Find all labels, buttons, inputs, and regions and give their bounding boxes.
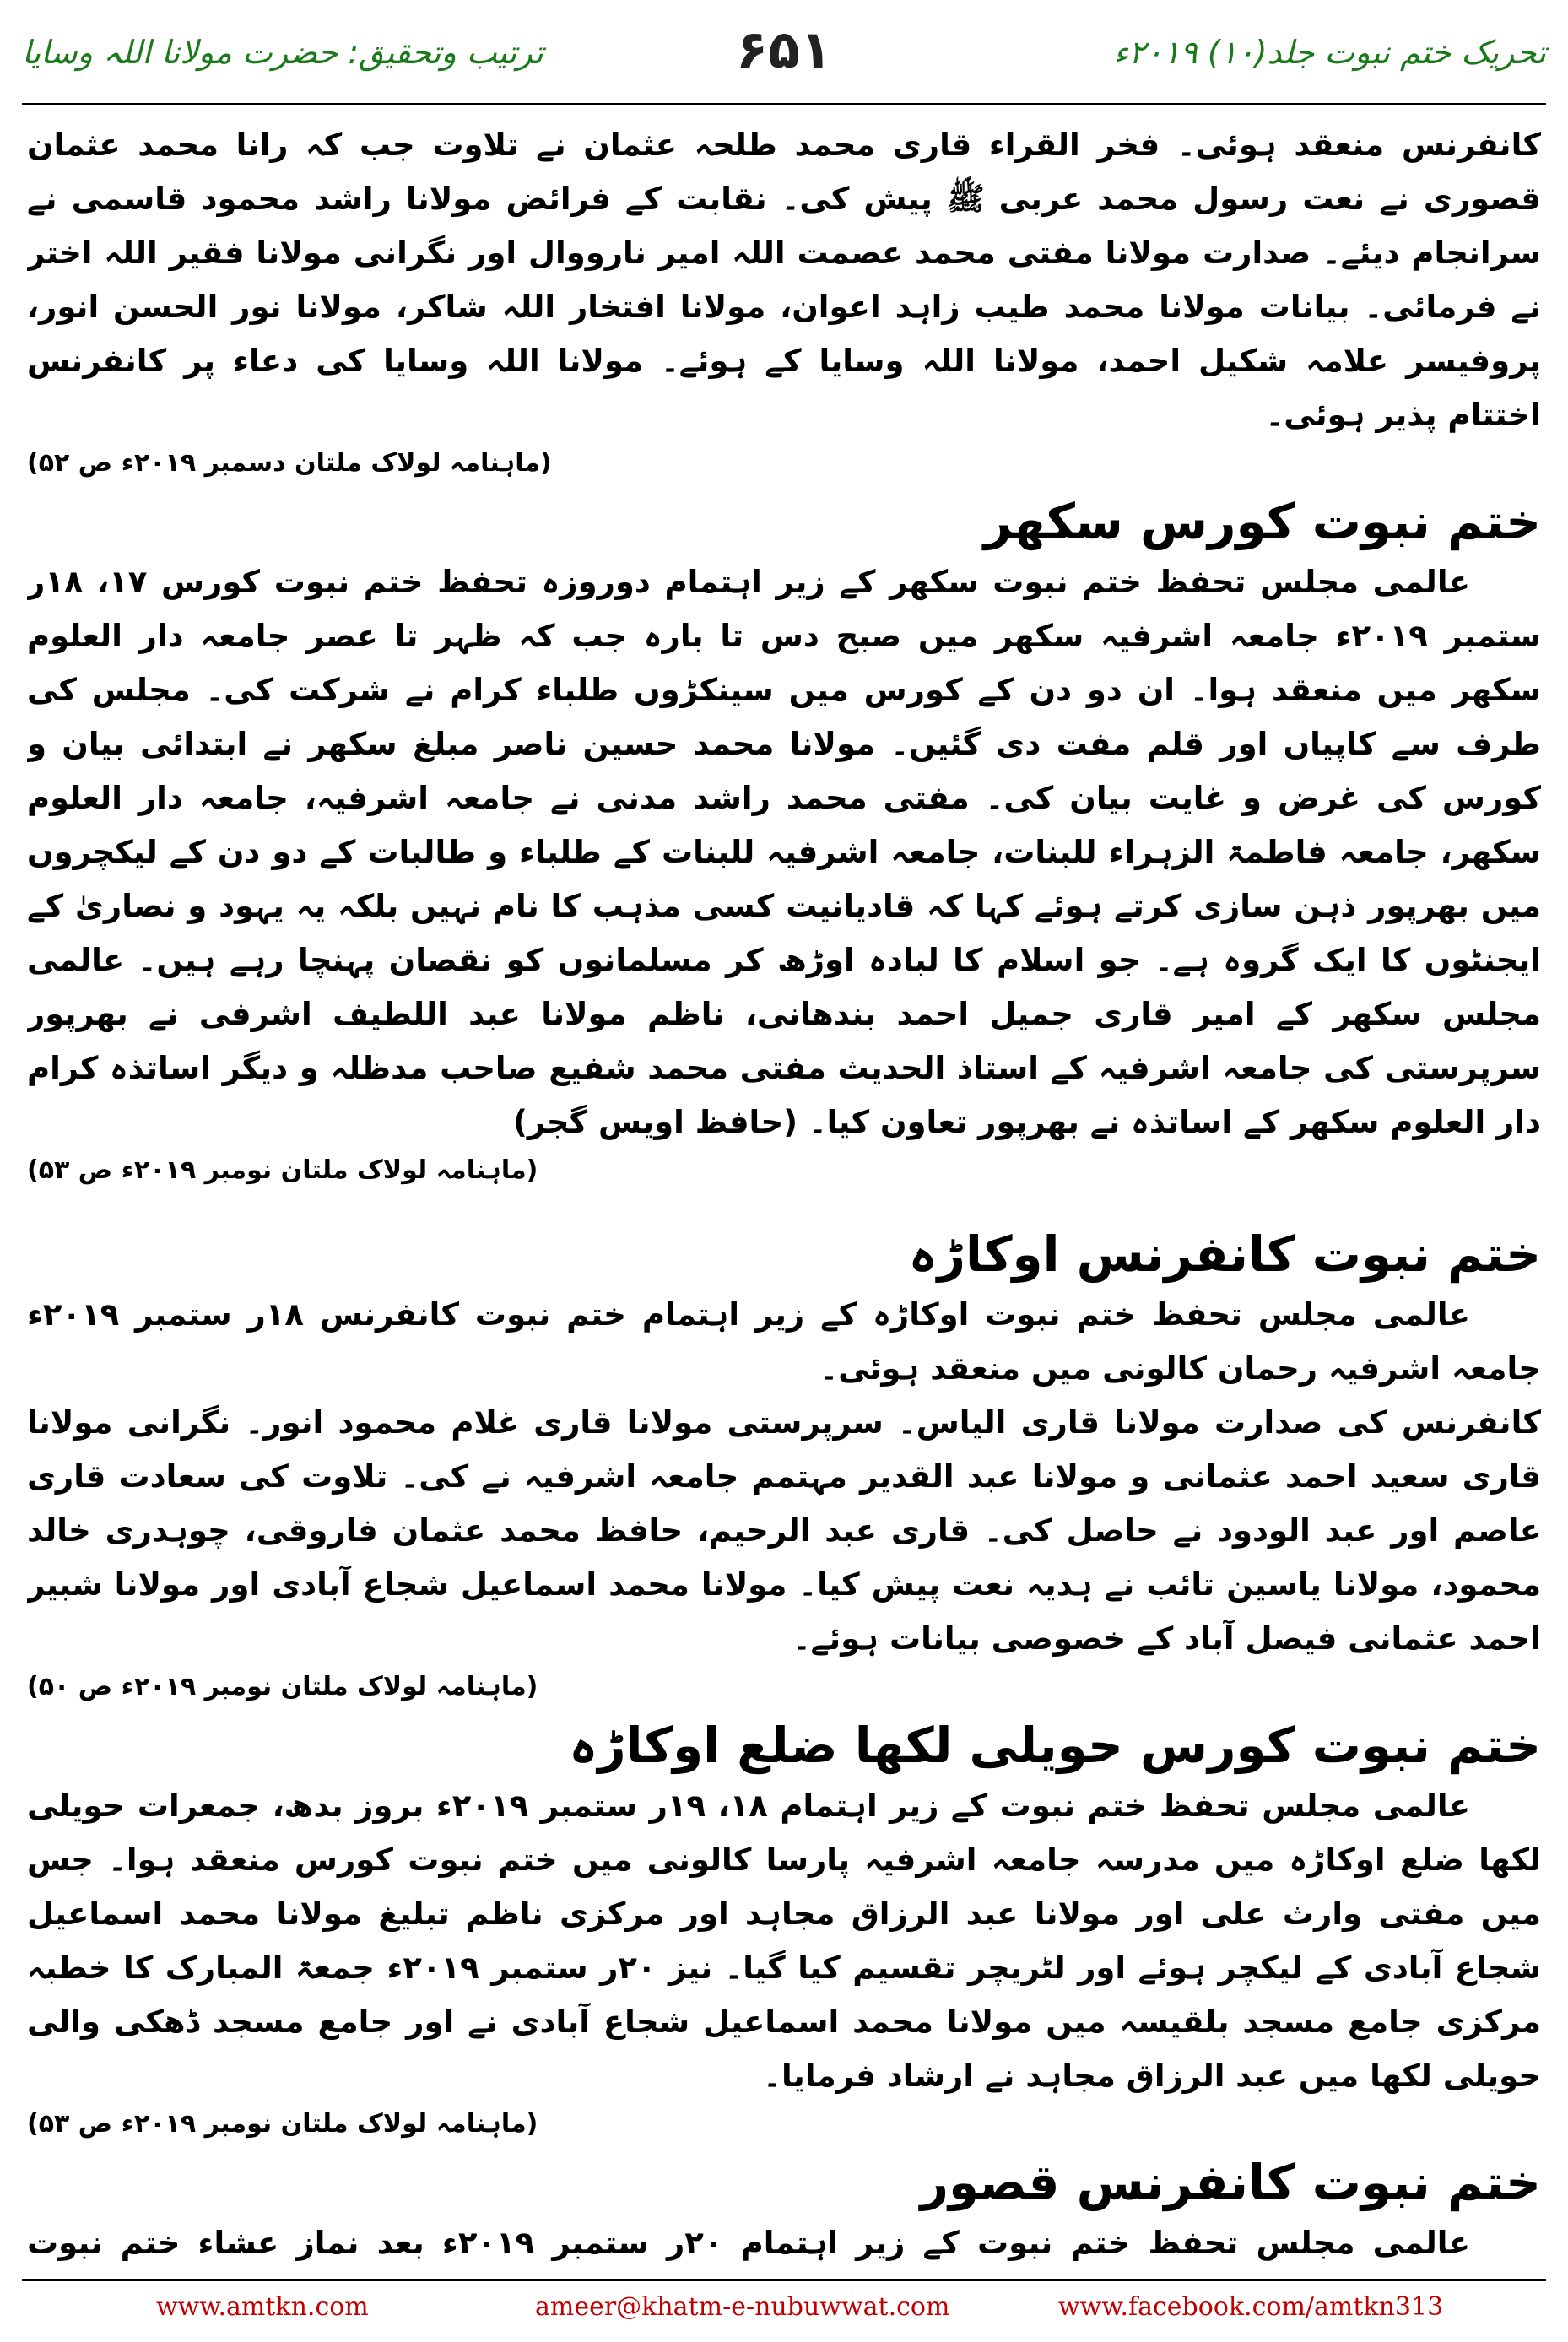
section-haveli-lakha-course bbox=[27, 1712, 1541, 2145]
paragraph: کانفرنس کی صدارت مولانا قاری الیاس۔ سرپرستی مولانا قاری غلام محمود انور۔ نگرانی مولانا قاری سعید احمد عثمانی و مولانا عبد القدیر مہتمم جامعہ اشرفیہ نے کی۔ تلاوت کی سعادت قاری عاصم اور عبد الودود نے حاصل کی۔ قاری عبد الرحیم، حافظ محمد عثمان فاروقی، چوہدری خالد محمود، مولانا یاسین تائب نے ہدیہ نعت پیش کیا۔ مولانا محمد اسماعیل شجاع آبادی اور مولانا شبیر احمد عثمانی فیصل آباد کے خصوصی بیانات ہوئے۔ bbox=[27, 1404, 1541, 1657]
website-link[interactable]: www.amtkn.com bbox=[156, 2292, 369, 2322]
section-okara-conference bbox=[27, 1220, 1541, 1708]
page-number: ۶۵۱ bbox=[736, 19, 832, 80]
paragraph: عالمی مجلس تحفظ ختم نبوت اوکاڑہ کے زیر اہتمام ختم نبوت کانفرنس ۱۸ر ستمبر ۲۰۱۹ء جامعہ اشرفیہ رحمان کالونی میں منعقد ہوئی۔ bbox=[27, 1296, 1541, 1387]
citation: (ماہنامہ لولاک ملتان نومبر ۲۰۱۹ء ص ۵۳) bbox=[27, 1155, 538, 1185]
footer-divider bbox=[22, 2279, 1546, 2281]
section-heading: ختم نبوت کورس حویلی لکھا ضلع اوکاڑہ bbox=[569, 1717, 1541, 1774]
header-divider bbox=[22, 103, 1546, 105]
article-body bbox=[27, 118, 1541, 2266]
page-footer bbox=[0, 2279, 1568, 2342]
email-link[interactable]: ameer@khatm-e-nubuwwat.com bbox=[535, 2292, 950, 2322]
paragraph: عالمی مجلس تحفظ ختم نبوت سکھر کے زیر اہتمام دوروزہ تحفظ ختم نبوت کورس ۱۷، ۱۸ر ستمبر ۲۰۱۹ء جامعہ اشرفیہ سکھر میں صبح دس تا بارہ جب کہ ظہر تا عصر جامعہ دار العلوم سکھر میں منعقد ہوا۔ ان دو دن کے کورس میں سینکڑوں طلباء کرام نے شرکت کی۔ مجلس کی طرف سے کاپیاں اور قلم مفت دی گئیں۔ مولانا محمد حسین ناصر مبلغ سکھر نے ابتدائی بیان و کورس کی غرض و غایت بیان کی۔ مفتی محمد راشد مدنی نے جامعہ اشرفیہ، جامعہ دار العلوم سکھر، جامعہ فاطمۃ الزہراء للبنات، جامعہ اشرفیہ للبنات کے طلباء و طالبات کے دو دن کے لیکچروں میں بھرپور ذہن سازی کرتے ہوئے کہا کہ قادیانیت کسی مذہب کا نام نہیں بلکہ یہ یہود و نصاریٰ کے ایجنٹوں کا ایک گروہ ہے۔ جو اسلام کا لبادہ اوڑھ کر مسلمانوں کو نقصان پہنچا رہے ہیں۔ عالمی مجلس سکھر کے امیر قاری جمیل احمد بندھانی، ناظم مولانا عبد اللطیف اشرفی نے بھرپور سرپرستی کی جامعہ اشرفیہ کے استاذ الحدیث مفتی محمد شفیع صاحب مدظلہ و دیگر اساتذہ کرام دار العلوم سکھر کے اساتذہ نے بھرپور تعاون کیا۔ (حافظ اویس گجر) bbox=[27, 564, 1541, 1140]
section-sukkur-course bbox=[27, 488, 1541, 1192]
paragraph: عالمی مجلس تحفظ ختم نبوت کے زیر اہتمام ۲۰ر ستمبر ۲۰۱۹ء بعد نماز عشاء ختم نبوت bbox=[27, 2225, 1470, 2261]
citation: (ماہنامہ لولاک ملتان دسمبر ۲۰۱۹ء ص ۵۲) bbox=[27, 448, 552, 478]
book-title: تحریک ختم نبوت جلد(۱۰) ۲۰۱۹ء bbox=[1113, 34, 1546, 71]
citation: (ماہنامہ لولاک ملتان نومبر ۲۰۱۹ء ص ۵۳) bbox=[27, 2109, 538, 2139]
paragraph: عالمی مجلس تحفظ ختم نبوت کے زیر اہتمام ۱۸، ۱۹ر ستمبر ۲۰۱۹ء بروز بدھ، جمعرات حویلی لکھا ضلع اوکاڑہ میں مدرسہ جامعہ اشرفیہ پارسا کالونی میں ختم نبوت کورس منعقد ہوا۔ جس میں مفتی وارث علی اور مولانا عبد الرزاق مجاہد اور مرکزی ناظم تبلیغ مولانا محمد اسماعیل شجاع آبادی کے لیکچر ہوئے اور لٹریچر تقسیم کیا گیا۔ نیز ۲۰ر ستمبر ۲۰۱۹ء جمعۃ المبارک کا خطبہ مرکزی جامع مسجد بلقیسہ میں مولانا محمد اسماعیل شجاع آبادی نے اور جامع مسجد ڈھکی والی حویلی لکھا میں عبد الرزاق مجاہد نے ارشاد فرمایا۔ bbox=[27, 1788, 1541, 2094]
section-heading: ختم نبوت کانفرنس قصور bbox=[920, 2154, 1541, 2211]
section-kasur-conference bbox=[27, 2149, 1541, 2266]
facebook-link[interactable]: www.facebook.com/amtkn313 bbox=[1058, 2292, 1444, 2322]
compiler-credit: ترتیب وتحقیق: حضرت مولانا اللہ وسایا bbox=[22, 34, 543, 71]
citation: (ماہنامہ لولاک ملتان نومبر ۲۰۱۹ء ص ۵۰) bbox=[27, 1672, 538, 1701]
section-continuation bbox=[27, 118, 1541, 484]
spacer bbox=[27, 1192, 1541, 1217]
page-header bbox=[0, 0, 1568, 110]
paragraph: کانفرنس منعقد ہوئی۔ فخر القراء قاری محمد طلحہ عثمان نے تلاوت جب کہ رانا محمد عثمان قصوری نے نعت رسول محمد عربی ﷺ پیش کی۔ نقابت کے فرائض مولانا راشد محمود قاسمی نے سرانجام دیئے۔ صدارت مولانا مفتی محمد عصمت اللہ امیر نارووال اور نگرانی مولانا فقیر اللہ اختر نے فرمائی۔ بیانات مولانا محمد طیب زاہد اعوان، مولانا افتخار اللہ شاکر، مولانا نور الحسن انور، پروفیسر علامہ شکیل احمد، مولانا اللہ وسایا کے ہوئے۔ مولانا اللہ وسایا کی دعاء پر کانفرنس اختتام پذیر ہوئی۔ bbox=[27, 127, 1541, 433]
section-heading: ختم نبوت کانفرنس اوکاڑہ bbox=[908, 1225, 1541, 1283]
section-heading: ختم نبوت کورس سکھر bbox=[983, 493, 1541, 550]
